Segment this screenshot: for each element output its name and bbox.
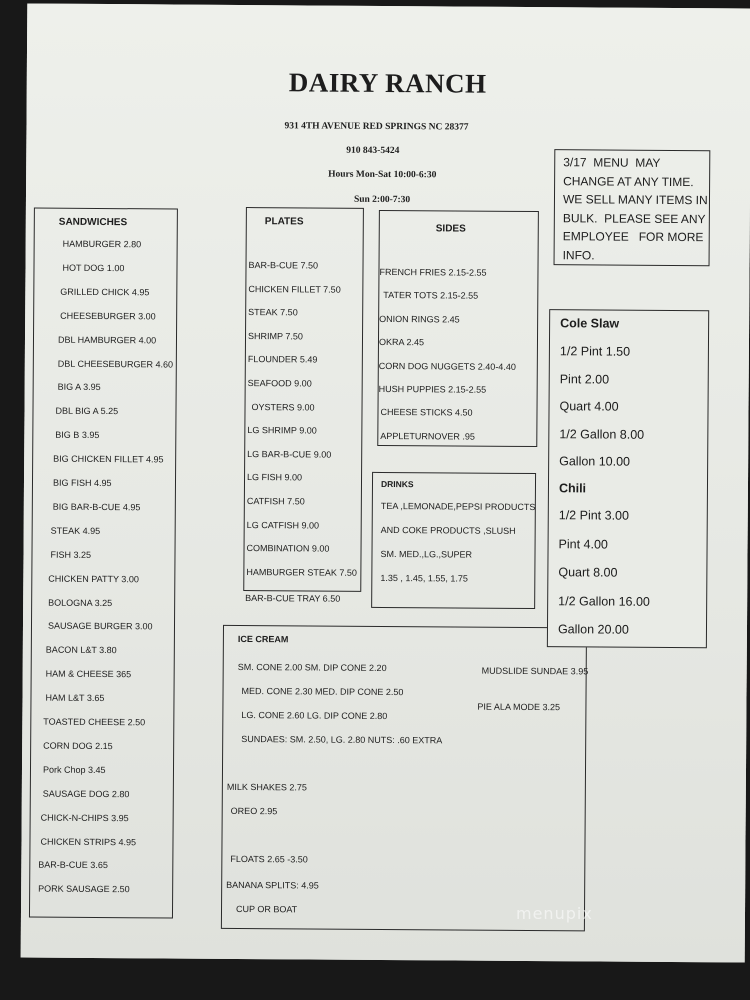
chili-item: 1/2 Pint 3.00 — [558, 508, 630, 523]
cole-slaw-item: 1/2 Pint 1.50 — [559, 344, 631, 359]
sandwich-item: BIG BAR-B-CUE 4.95 — [52, 501, 141, 513]
plate-item: LG FISH 9.00 — [247, 472, 303, 483]
ice-cream-line: SM. CONE 2.00 SM. DIP CONE 2.20 — [237, 661, 387, 674]
chili-item: Gallon 20.00 — [557, 622, 629, 638]
ice-cream-line: SUNDAES: SM. 2.50, LG. 2.80 NUTS: .60 EXTRA — [241, 733, 443, 746]
chili-item: Pint 4.00 — [558, 536, 608, 552]
sandwich-item: TOASTED CHEESE 2.50 — [43, 716, 146, 728]
side-item: OKRA 2.45 — [378, 337, 425, 348]
plate-item: LG SHRIMP 9.00 — [247, 425, 317, 436]
cole-slaw-item: 1/2 Gallon 8.00 — [559, 427, 645, 442]
drinks-heading: DRINKS — [380, 478, 414, 490]
sandwich-item: SAUSAGE DOG 2.80 — [42, 788, 130, 799]
drinks-line: SM. MED.,LG.,SUPER — [380, 548, 473, 560]
plate-item: BAR-B-CUE 7.50 — [248, 260, 319, 271]
hours-weekday: Hours Mon-Sat 10:00-6:30 — [328, 169, 437, 181]
plate-item: COMBINATION 9.00 — [246, 543, 330, 554]
ice-cream-line: FLOATS 2.65 -3.50 — [230, 853, 308, 865]
ice-cream-line: MED. CONE 2.30 MED. DIP CONE 2.50 — [241, 685, 404, 698]
sandwich-item: BIG CHICKEN FILLET 4.95 — [53, 453, 164, 465]
plate-item: CATFISH 7.50 — [246, 496, 305, 507]
plate-item: SHRIMP 7.50 — [247, 330, 303, 342]
ice-cream-line: LG. CONE 2.60 LG. DIP CONE 2.80 — [241, 709, 388, 722]
sandwich-item: STEAK 4.95 — [50, 525, 101, 536]
plate-item: OYSTERS 9.00 — [251, 401, 315, 413]
side-item: APPLETURNOVER .95 — [380, 430, 475, 442]
chili-item: Quart 8.00 — [558, 565, 618, 580]
side-item: TATER TOTS 2.15-2.55 — [383, 290, 479, 302]
chili-item: 1/2 Gallon 16.00 — [558, 594, 650, 609]
plate-item: LG BAR-B-CUE 9.00 — [247, 448, 332, 460]
sandwich-item: BIG B 3.95 — [55, 429, 100, 441]
sandwich-item: BAR-B-CUE 3.65 — [38, 859, 108, 871]
chili-heading: Chili — [558, 481, 587, 496]
plates-box — [243, 207, 364, 592]
cole-slaw-heading: Cole Slaw — [560, 316, 620, 331]
sandwich-item: FISH 3.25 — [50, 549, 92, 560]
sandwich-item: HAMBURGER 2.80 — [62, 238, 142, 250]
restaurant-title: DAIRY RANCH — [288, 67, 487, 99]
address: 931 4TH AVENUE RED SPRINGS NC 28377 — [284, 121, 469, 133]
ice-cream-line: MILK SHAKES 2.75 — [226, 781, 307, 793]
sandwich-item: HAM L&T 3.65 — [45, 692, 105, 704]
sandwich-item: DBL CHEESEBURGER 4.60 — [57, 358, 174, 370]
ice-cream-line: BANANA SPLITS: 4.95 — [226, 879, 319, 891]
notice-box — [554, 149, 711, 266]
plates-heading: PLATES — [264, 216, 304, 228]
side-item: HUSH PUPPIES 2.15-2.55 — [378, 383, 487, 395]
drinks-box — [371, 472, 536, 609]
sandwich-item: CHICKEN PATTY 3.00 — [48, 573, 139, 584]
drinks-line: 1.35 , 1.45, 1.55, 1.75 — [380, 572, 468, 584]
cole-slaw-item: Gallon 10.00 — [559, 454, 631, 470]
side-item: ONION RINGS 2.45 — [379, 313, 460, 325]
sandwich-item: DBL HAMBURGER 4.00 — [57, 334, 157, 345]
sandwich-item: Pork Chop 3.45 — [42, 764, 106, 775]
plate-item: HAMBURGER STEAK 7.50 — [246, 566, 357, 578]
sandwich-item: SAUSAGE BURGER 3.00 — [47, 621, 153, 632]
ice-cream-line: OREO 2.95 — [230, 805, 278, 817]
sandwich-item: BIG A 3.95 — [57, 382, 101, 393]
sandwich-item: CHICKEN STRIPS 4.95 — [40, 836, 137, 847]
cole-slaw-chili-box — [547, 309, 709, 648]
cole-slaw-item: Quart 4.00 — [559, 399, 619, 414]
ice-cream-line: CUP OR BOAT — [235, 903, 298, 915]
side-item: CORN DOG NUGGETS 2.40-4.40 — [378, 360, 516, 372]
side-item: FRENCH FRIES 2.15-2.55 — [379, 266, 487, 278]
hours-sunday: Sun 2:00-7:30 — [353, 194, 411, 206]
sandwiches-box — [29, 208, 178, 919]
sandwich-item: CHICK-N-CHIPS 3.95 — [40, 812, 129, 823]
phone: 910 843-5424 — [346, 145, 400, 157]
sandwich-item: CHEESEBURGER 3.00 — [60, 310, 156, 322]
sandwich-item: GRILLED CHICK 4.95 — [60, 286, 150, 298]
plates-footer: BAR-B-CUE TRAY 6.50 — [245, 593, 341, 604]
pie-ala-mode: PIE ALA MODE 3.25 — [477, 701, 561, 713]
plate-item: SEAFOOD 9.00 — [247, 378, 312, 389]
drinks-line: AND COKE PRODUCTS ,SLUSH — [380, 524, 516, 536]
ice-cream-box — [221, 625, 587, 932]
plate-item: LG CATFISH 9.00 — [246, 519, 320, 531]
sandwich-item: BIG FISH 4.95 — [52, 477, 112, 489]
sandwich-item: HAM & CHEESE 365 — [45, 668, 132, 680]
side-item: CHEESE STICKS 4.50 — [380, 407, 473, 418]
sides-box — [377, 210, 539, 447]
sandwich-item: PORK SAUSAGE 2.50 — [38, 883, 130, 895]
plate-item: STEAK 7.50 — [248, 307, 298, 318]
menu-sheet — [21, 3, 750, 962]
cole-slaw-item: Pint 2.00 — [559, 371, 610, 387]
sandwich-item: CORN DOG 2.15 — [43, 740, 113, 751]
notice-text: 3/17 MENU MAY CHANGE AT ANY TIME. WE SELL MANY ITEMS IN BULK. PLEASE SEE ANY EMPLOYEE FOR MORE INFO. — [562, 155, 708, 262]
drinks-line: TEA ,LEMONADE,PEPSI PRODUCTS — [380, 500, 536, 513]
ice-cream-heading: ICE CREAM — [237, 633, 289, 645]
sandwich-item: BOLOGNA 3.25 — [48, 597, 113, 608]
sandwiches-heading: SANDWICHES — [58, 216, 128, 229]
mudslide-sundae: MUDSLIDE SUNDAE 3.95 — [481, 665, 589, 677]
sandwich-item: HOT DOG 1.00 — [62, 262, 125, 274]
sandwich-item: BACON L&T 3.80 — [45, 644, 117, 656]
plate-item: FLOUNDER 5.49 — [247, 354, 318, 365]
watermark: menupix — [516, 904, 593, 923]
plate-item: CHICKEN FILLET 7.50 — [248, 283, 341, 295]
sandwich-item: DBL BIG A 5.25 — [55, 405, 119, 417]
sides-heading: SIDES — [435, 223, 466, 235]
